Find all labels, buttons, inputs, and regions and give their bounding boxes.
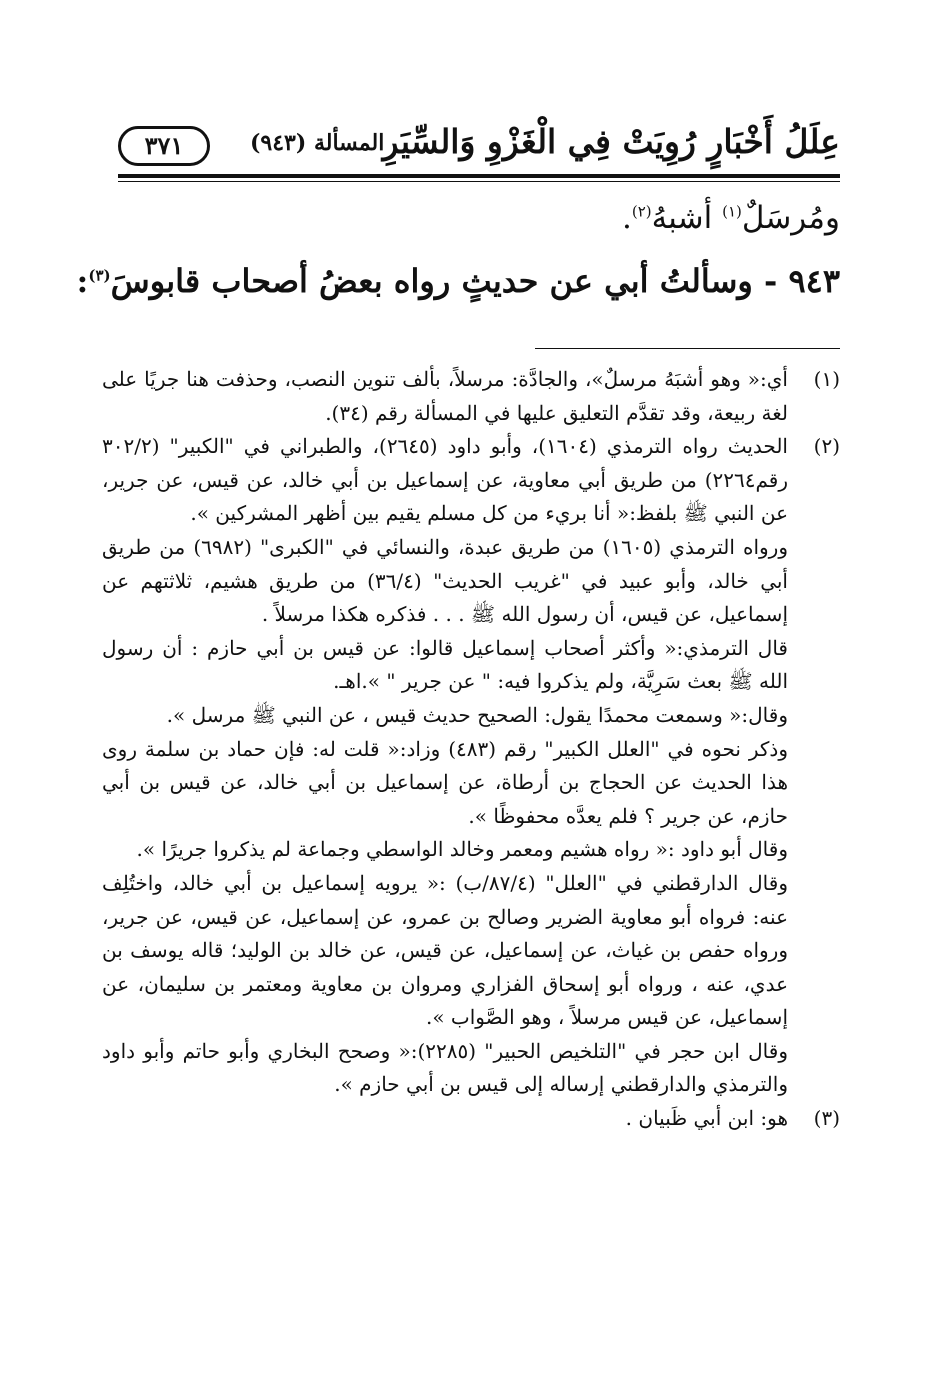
footnote-number: (٢): [813, 434, 840, 459]
footnote-body: [102, 1102, 788, 1136]
question-text: ٩٤٣ - وسألتُ أبي عن حديثٍ رواه بعضُ أصحاب قابوسَ: [110, 262, 840, 300]
footnote-paragraph: وقال أبو داود :« رواه هشيم ومعمر وخالد الواسطي وجماعة لم يذكروا جريرًا ».: [136, 837, 788, 862]
issue-label: المسألة (٩٤٣): [250, 130, 385, 156]
footnote-paragraph: وقال:« وسمعت محمدًا يقول: الصحيح حديث قيس ، عن النبي ﷺ مرسل ».: [166, 702, 788, 727]
footnote-body: [102, 363, 788, 430]
footnote-paragraph: ورواه الترمذي (١٦٠٥) من طريق عبدة، والنسائي في "الكبرى" (٦٩٨٢) من طريق أبي خالد، وأبو عبيد في "غريب الحديث" (٣٦/٤) من طريق هشيم، ثلاثتهم عن إسماعيل، عن قيس، أن رسول الله ﷺ . . . فذكره هكذا مرسلاً .: [102, 534, 788, 627]
main-text-word: ومُرسَلٌ: [741, 200, 840, 236]
question-heading: [77, 262, 840, 300]
footnote-ref: (٣): [88, 266, 111, 285]
footnote-number: (١): [813, 367, 840, 391]
footnote: [102, 363, 840, 430]
footnote-body: [102, 430, 788, 1102]
running-header: [118, 118, 840, 174]
main-text-line: [622, 200, 840, 236]
footnote: [102, 430, 840, 1102]
question-end: :: [76, 262, 89, 300]
footnote-paragraph: وقال ابن حجر في "التلخيص الحبير" (٢٢٨٥):« وصحح البخاري وأبو حاتم وأبو داود والترمذي والدارقطني إرساله إلى قيس بن أبي حازم ».: [102, 1038, 788, 1097]
footnotes: [102, 363, 840, 1136]
main-text-word: أشبهُ: [651, 200, 723, 236]
footnote-paragraph: قال الترمذي:« وأكثر أصحاب إسماعيل قالوا: عن قيس بن أبي حازم : أن رسول الله ﷺ بعث سَرِيَّة، ولم يذكروا فيه: " عن جرير " ».اهـ.: [102, 635, 788, 694]
footnote-paragraph: هو: ابن أبي ظَبيان .: [625, 1106, 788, 1131]
footnote-paragraph: أي:« وهو أشبَهُ مرسلٌ»، والجادَّة: مرسلاً، بألف تنوين النصب، وحذفت هنا جريًا على لغة ربيعة، وقد تقدَّم التعليق عليها في المسألة رقم (٣٤).: [102, 367, 788, 425]
page-number: ٣٧١: [118, 126, 210, 166]
footnote-ref: (٢): [631, 202, 652, 221]
footnote-paragraph: وقال الدارقطني في "العلل" (٨٧/٤/ب) :« يرويه إسماعيل بن أبي خالد، واختُلِف عنه: فرواه أبو معاوية الضرير وصالح بن عمرو، عن إسماعيل، عن قيس، عن جرير، ورواه حفص بن غياث، عن إسماعيل، عن قيس، عن خالد بن الوليد؛ قاله يوسف بن عدي، عنه ، ورواه أبو إسحاق الفزاري ومروان بن معاوية ومعتمر بن سليمان، عن إسماعيل، عن قيس مرسلاً ، وهو الصَّواب ».: [102, 870, 789, 1030]
footnote-ref: (١): [722, 202, 742, 221]
footnote-paragraph: الحديث رواه الترمذي (١٦٠٤)، وأبو داود (٢٦٤٥)، والطبراني في "الكبير" (٣٠٢/٢ رقم٢٢٦٤) من طريق أبي معاوية، عن إسماعيل بن أبي خالد، عن قيس، عن جرير، عن النبي ﷺ بلفظ:« أنا بريء من كل مسلم يقيم بين أظهر المشركين ».: [102, 434, 788, 526]
header-rule-thin: [118, 181, 840, 182]
main-text-end: .: [622, 200, 632, 236]
footnote-separator: [535, 348, 840, 349]
footnote-number: (٣): [813, 1106, 840, 1131]
footnote: [102, 1102, 840, 1136]
footnote-paragraph: وذكر نحوه في "العلل الكبير" رقم (٤٨٣) وزاد:« قلت له: فإن حماد بن سلمة روى هذا الحديث عن الحجاج بن أرطاة، عن إسماعيل بن أبي خالد، عن قيس بن أبي حازم، عن جرير ؟ فلم يعدَّه محفوظًا ».: [102, 736, 788, 828]
book-title: عِلَلُ أَخْبَارٍ رُوِيَتْ فِي الْغَزْوِ وَالسِّيَرِ: [382, 122, 840, 161]
header-rule: [118, 174, 840, 178]
